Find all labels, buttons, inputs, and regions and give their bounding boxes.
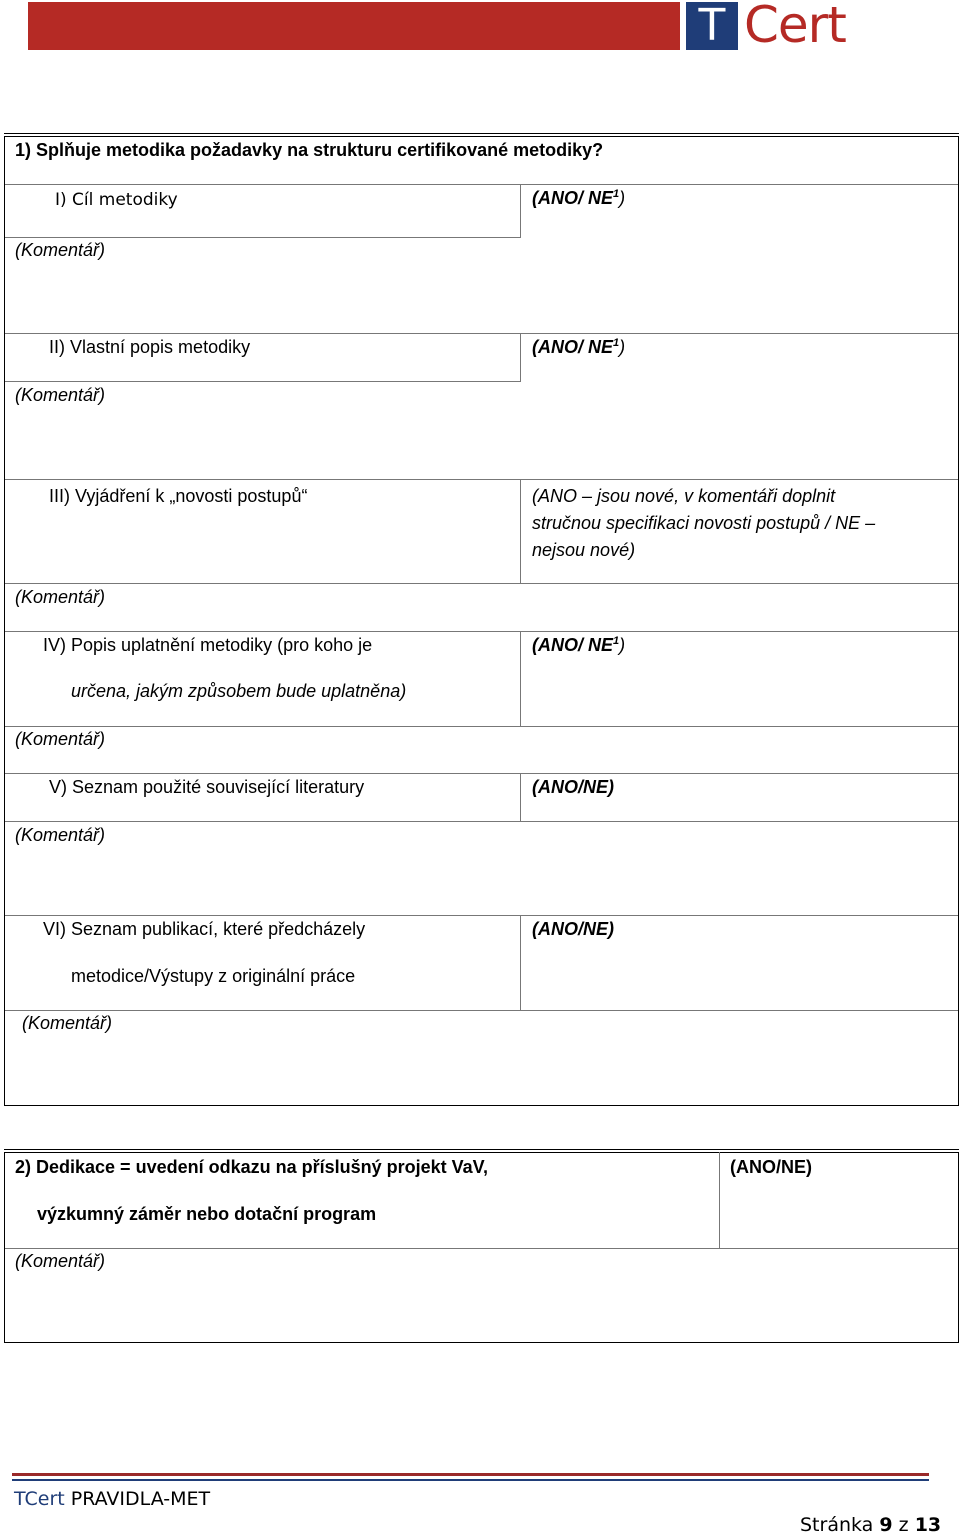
row6-answer: (ANO/NE) [532, 919, 614, 939]
footer-rule-blue [12, 1479, 929, 1481]
row3-answer-line2: stručnou specifikaci novosti postupů / NE – [532, 513, 876, 533]
row5-comment: (Komentář) [15, 825, 106, 845]
row1-answer: (ANO/ $NE^1$) [532, 188, 626, 208]
row3-answer-line1: (ANO – jsou nové, v komentáři doplnit [532, 486, 836, 506]
tcert-logo-word: Cert [744, 0, 846, 54]
footer-logo: TCert [14, 1488, 65, 1510]
row5-answer: (ANO/NE) [532, 777, 614, 797]
row2-answer: (ANO/ $NE^1$) [532, 337, 626, 357]
section2-title-line1: 2) Dedikace = uvedení odkazu na příslušný projekt VaV, [15, 1157, 489, 1177]
page-number: Stránka 9 z 13 [800, 1514, 942, 1536]
header-red-bar [28, 2, 680, 50]
row2-label: II) Vlastní popis metodiky [49, 337, 251, 357]
row3-label: III) Vyjádření k „novosti postupů“ [49, 486, 308, 506]
section2-title-line2: výzkumný záměr nebo dotační program [37, 1204, 377, 1224]
row4-comment: (Komentář) [15, 729, 106, 749]
row4-answer: (ANO/ $NE^1$) [532, 635, 626, 655]
row3-comment: (Komentář) [15, 587, 106, 607]
row6-label-line2: metodice/Výstupy z originální práce [71, 966, 356, 986]
row4-label-line1: IV) Popis uplatnění metodiky (pro koho je [43, 635, 373, 655]
footer-rule-red [12, 1473, 929, 1476]
row4-label-line2: určena, jakým způsobem bude uplatněna) [71, 681, 407, 701]
section1-table [4, 136, 959, 1106]
footer-doc-id: TCert PRAVIDLA-MET [14, 1488, 211, 1510]
section2-answer: (ANO/NE) [730, 1157, 812, 1177]
row2-comment: (Komentář) [15, 385, 106, 405]
row3-answer-line3: nejsou nové) [532, 540, 636, 560]
tcert-logo-t: T [686, 2, 738, 50]
row5-label: V) Seznam použité související literatury [49, 777, 365, 797]
section1-title: 1) Splňuje metodika požadavky na strukturu certifikované metodiky? [15, 140, 604, 160]
row6-comment: (Komentář) [22, 1013, 113, 1033]
row1-label: I) Cíl metodiky [55, 190, 178, 210]
section2-comment: (Komentář) [15, 1251, 106, 1271]
row6-label-line1: VI) Seznam publikací, které předcházely [43, 919, 366, 939]
row1-comment: (Komentář) [15, 240, 106, 260]
